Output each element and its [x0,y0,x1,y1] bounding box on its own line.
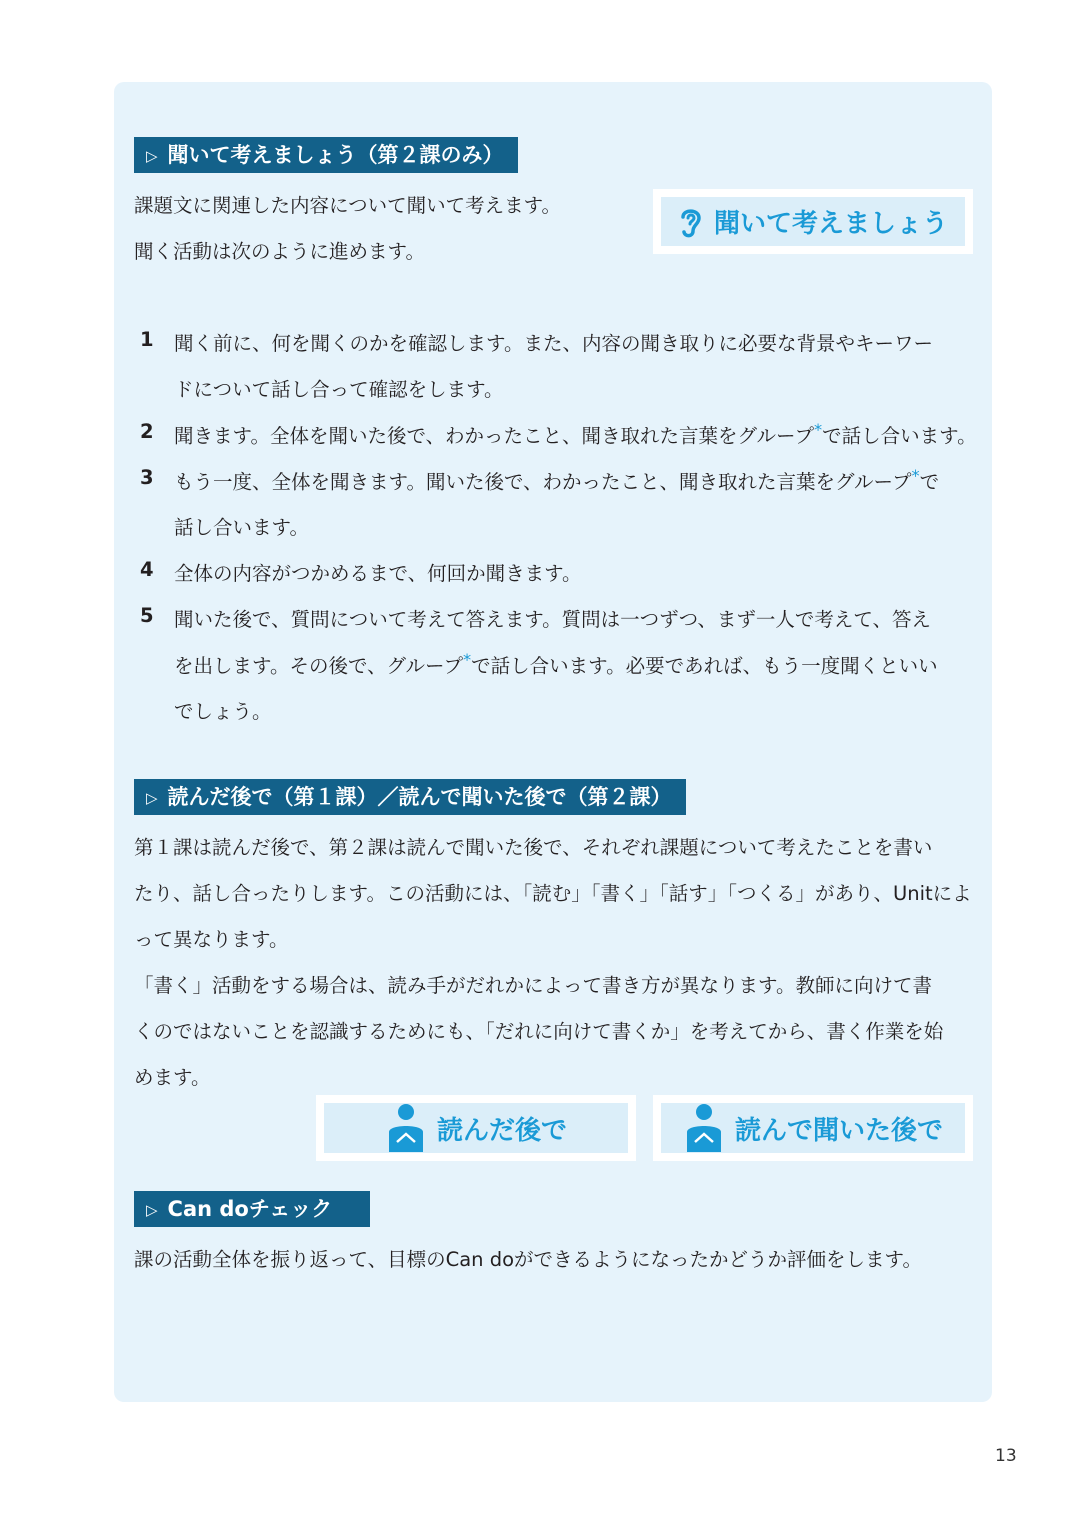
page-number: 13 [995,1446,1017,1466]
step-3-line-2: 話し合います。 [174,516,309,539]
step-4-line-1: 全体の内容がつかめるまで、何回か聞きます。 [174,562,582,585]
reading-person-icon [385,1102,427,1154]
section-heading-listen: ▷ 聞いて考えましょう（第２課のみ） [134,137,518,173]
step-1-line-1: 聞く前に、何を聞くのかを確認します。また、内容の聞き取りに必要な背景やキーワー [174,332,933,355]
step-2-line-1: 聞きます。全体を聞いた後で、わかったこと、聞き取れた言葉をグループ*で話し合います。 [174,420,977,448]
step-number-5: 5 [140,604,154,627]
read-para2-line-1: 「書く」活動をする場合は、読み手がだれかによって書き方が異なります。教師に向けて書 [134,974,932,997]
step-number-3: 3 [140,466,154,489]
triangle-icon: ▷ [146,147,158,165]
section-heading-read: ▷ 読んだ後で（第１課）／読んで聞いた後で（第２課） [134,779,686,815]
listen-badge-label: 聞いて考えましょう [713,209,948,239]
listen-badge [653,189,973,254]
triangle-icon: ▷ [146,789,158,807]
read-para1-line-1: 第１課は読んだ後で、第２課は読んで聞いた後で、それぞれ課題について考えたことを書い [134,836,933,859]
cando-text: 課の活動全体を振り返って、目標のCan doができるようになったかどうか評価をします。 [134,1248,922,1271]
step-number-1: 1 [140,328,154,351]
reading-person-icon [683,1102,725,1154]
listen-intro-line-2: 聞く活動は次のように進めます。 [134,240,425,263]
listen-intro-line-1: 課題文に関連した内容について聞いて考えます。 [134,194,562,217]
ear-icon [678,204,704,240]
step-5-line-2: を出します。その後で、グループ*で話し合います。必要であれば、もう一度聞くといい [174,650,938,678]
read-para1-line-2: たり、話し合ったりします。この活動には、「読む」「書く」「話す」「つくる」があり、Unitによ [134,882,972,905]
read-after-badge [316,1095,636,1161]
asterisk-mark: * [814,420,823,439]
section-heading-cando: ▷ Can doチェック [134,1191,370,1227]
step-3-line-1: もう一度、全体を聞きます。聞いた後で、わかったこと、聞き取れた言葉をグループ*で [174,466,940,494]
read-para2-line-3: めます。 [134,1066,211,1089]
read-listen-after-badge-label: 読んで聞いた後で [734,1115,943,1146]
step-5-line-1: 聞いた後で、質問について考えて答えます。質問は一つずつ、まず一人で考えて、答え [174,608,931,631]
step-number-4: 4 [140,558,154,581]
triangle-icon: ▷ [146,1201,158,1219]
read-para1-line-3: って異なります。 [134,928,289,951]
step-number-2: 2 [140,420,154,443]
read-para2-line-2: くのではないことを認識するためにも、「だれに向けて書くか」を考えてから、書く作業を始 [134,1020,944,1043]
read-after-badge-label: 読んだ後で [436,1115,567,1146]
asterisk-mark: * [463,650,472,669]
asterisk-mark: * [911,466,920,485]
step-1-line-2: ドについて話し合って確認をします。 [174,378,504,401]
read-listen-after-badge [653,1095,973,1161]
step-5-line-3: でしょう。 [174,700,272,723]
